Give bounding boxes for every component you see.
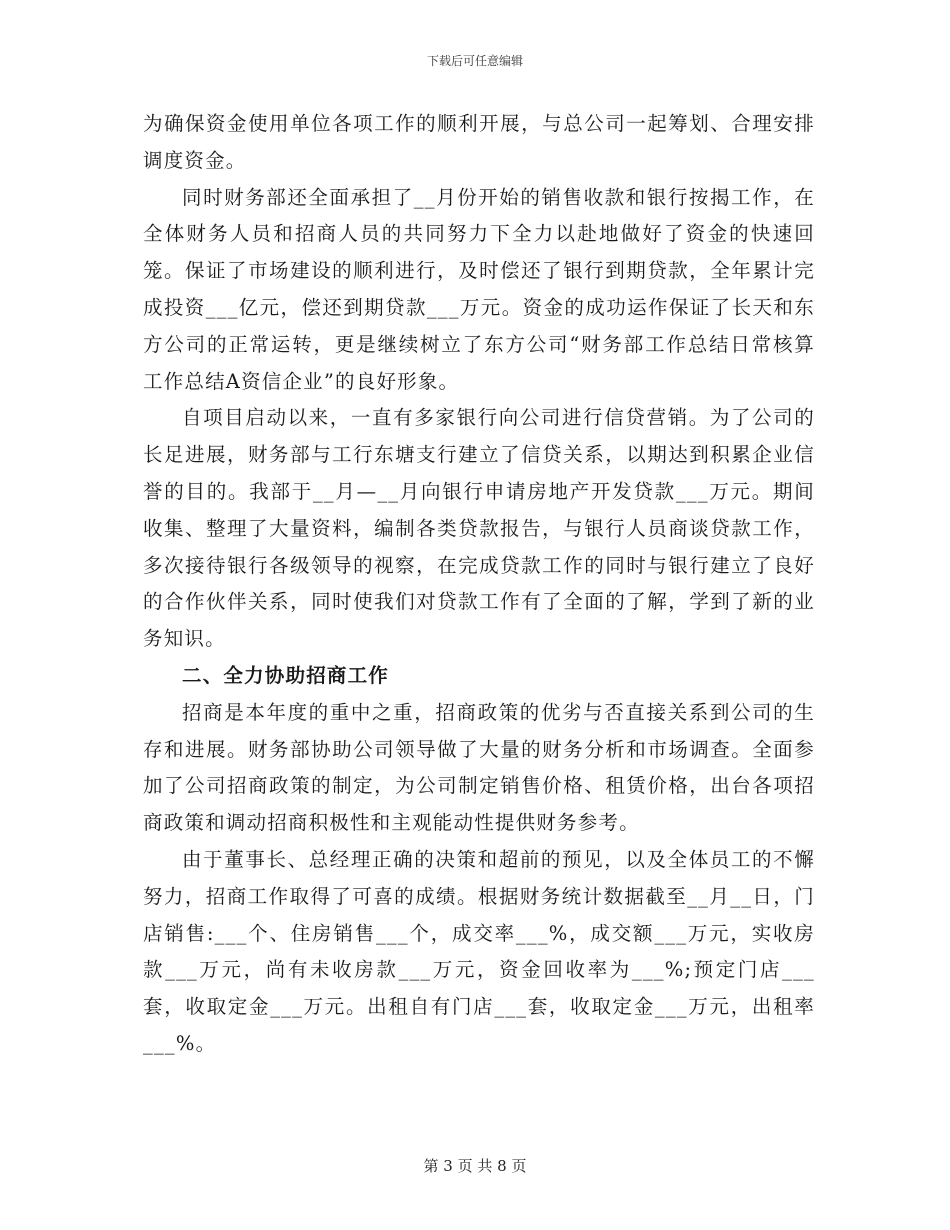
paragraph-investment-policy: 招商是本年度的重中之重，招商政策的优劣与否直接关系到公司的生存和进展。财务部协助公司领导做了大量的财务分析和市场调查。全面参加了公司招商政策的制定，为公司制定销售价格、租赁价格，出台各项招商政策和调动招商积极性和主观能动性提供财务参考。 [143, 700, 815, 835]
paragraph-bank-credit: 自项目启动以来，一直有多家银行向公司进行信贷营销。为了公司的长足进展，财务部与工行东塘支行建立了信贷关系，以期达到积累企业信誉的目的。我部于__月—__月向银行申请房地产开发贷款___万元。期间收集、整理了大量资料，编制各类贷款报告，与银行人员商谈贷款工作，多次接待银行各级领导的视察，在完成贷款工作的同时与银行建立了良好的合作伙伴关系，同时使我们对贷款工作有了全面的了解，学到了新的业务知识。 [143, 406, 815, 651]
document-body [143, 106, 815, 1063]
section-heading-investment: 二、全力协助招商工作 [182, 663, 390, 687]
paragraph-investment-results: 由于董事长、总经理正确的决策和超前的预见，以及全体员工的不懈努力，招商工作取得了可喜的成绩。根据财务统计数据截至__月__日，门店销售:___个、住房销售___个，成交率___%，成交额___万元，实收房款___万元，尚有未收房款___万元，资金回收率为___%;预定门店___套，收取定金___万元。出租自有门店___套，收取定金___万元，出租率___%。 [143, 847, 815, 1055]
page-header-note: 下载后可任意编辑 [426, 54, 523, 68]
paragraph-sales-collection: 同时财务部还全面承担了__月份开始的销售收款和银行按揭工作，在全体财务人员和招商人员的共同努力下全力以赴地做好了资金的快速回笼。保证了市场建设的顺利进行，及时偿还了银行到期贷款，全年累计完成投资___亿元，偿还到期贷款___万元。资金的成功运作保证了长天和东方公司的正常运转，更是继续树立了东方公司“财务部工作总结日常核算工作总结A资信企业”的良好形象。 [143, 185, 815, 393]
page-number: 第 3 页 共 8 页 [423, 1157, 527, 1175]
paragraph-fund-arrangement: 为确保资金使用单位各项工作的顺利开展，与总公司一起筹划、合理安排调度资金。 [143, 112, 815, 172]
